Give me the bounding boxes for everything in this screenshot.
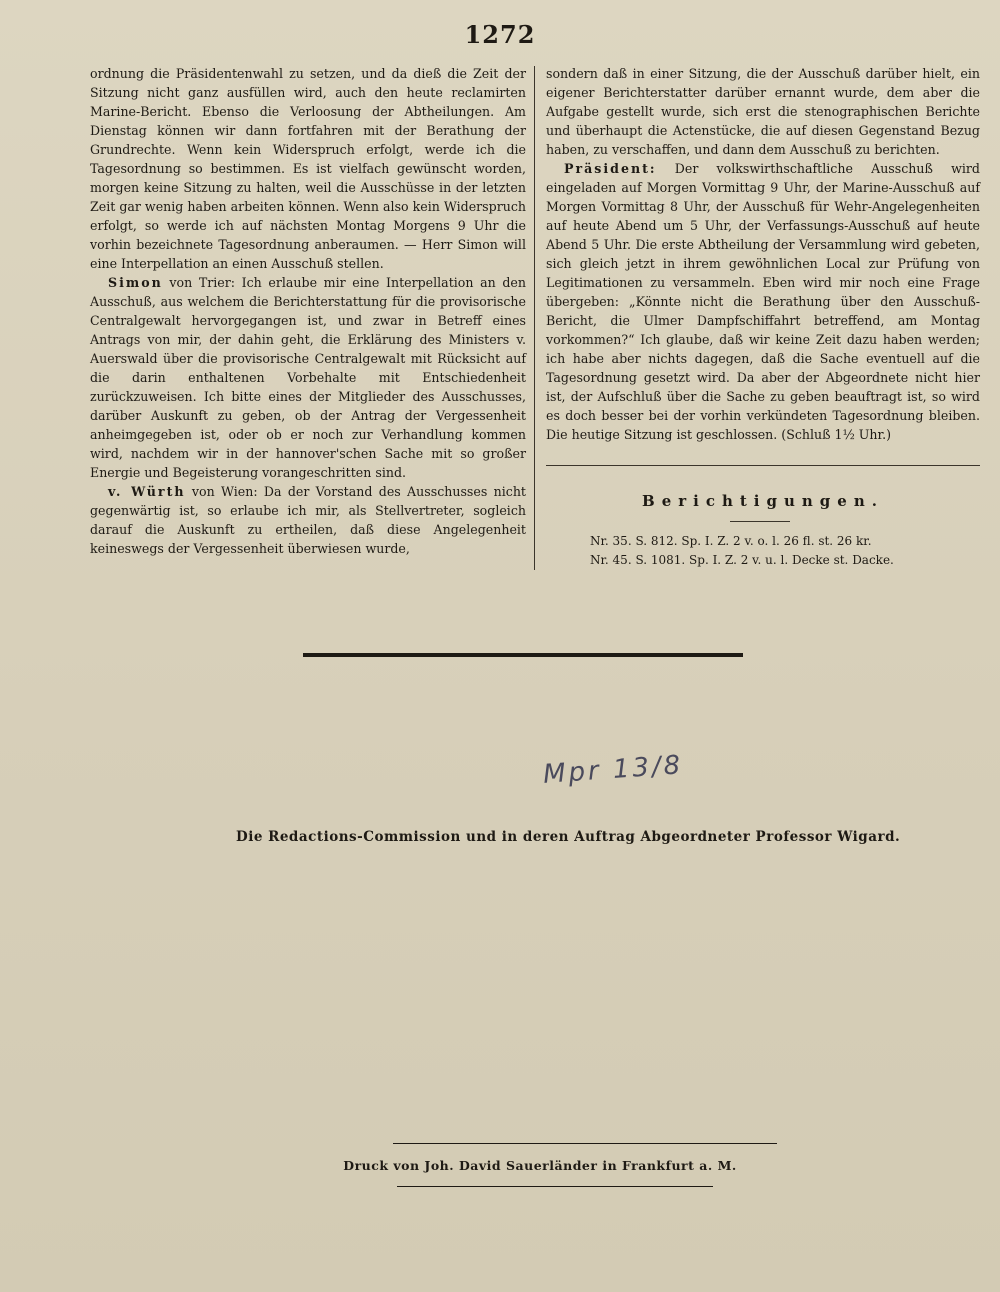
commission-line: Die Redactions-Commission und in deren Auftrag Abgeordneter Professor Wigard.	[236, 829, 901, 845]
paragraph-text: sondern daß in einer Sitzung, die der Ausschuß darüber hielt, ein eigener Berichterstatter darüber ernannt wurde, dem aber die Aufgabe gestellt wurde, sich erst die stenographischen Berichte und überhaupt die Actenstücke, die auf diesen Gegenstand Bezug haben, zu verschaffen, und dann dem Ausschuß zu berichten.	[546, 66, 980, 157]
speaker-name: Präsident:	[564, 161, 657, 176]
paragraph	[90, 482, 526, 558]
corrections-title: Berichtigungen.	[642, 492, 884, 510]
paragraph-text: von Trier: Ich erlaube mir eine Interpellation an den Ausschuß, aus welchem die Berichterstattung für die provisorische Centralgewalt hervorgegangen ist, und zwar in Betreff eines Antrags von mir, der dahin geht, die Erklärung des Ministers v. Auerswald über die provisorische Centralgewalt mit Rücksicht auf die darin enthaltenen Vorbehalte mit Entschiedenheit zurückzuweisen. Ich bitte eines der Mitglieder des Ausschusses, darüber Auskunft zu geben, ob der Antrag der Vergessenheit anheimgegeben ist, oder ob er noch zur Verhandlung kommen wird, nachdem wir in der hannover'schen Sache mit so großer Energie und Begeisterung vorangeschritten sind.	[90, 275, 526, 480]
separator-rule	[303, 653, 743, 657]
left-column	[90, 64, 526, 558]
paragraph-text: Der volkswirthschaftliche Ausschuß wird eingeladen auf Morgen Vormittag 9 Uhr, der Marine-Ausschuß auf Morgen Vormittag 8 Uhr, der Ausschuß für Wehr-Angelegenheiten auf heute Abend um 5 Uhr, der Verfassungs-Ausschuß auf heute Abend 5 Uhr. Die erste Abtheilung der Versammlung wird gebeten, sich gleich jetzt in ihrem gewöhnlichen Local zur Prüfung von Legitimationen zu versammeln. Eben wird mir noch eine Frage übergeben: „Könnte nicht die Berathung über den Ausschuß-Bericht, die Ulmer Dampfschiffahrt betreffend, am Montag vorkommen?“ Ich glaube, daß wir keine Zeit dazu haben werden; ich habe aber nichts dagegen, daß die Sache eventuell auf die Tagesordnung gesetzt wird. Da aber der Abgeordnete nicht hier ist, der Aufschluß über die Sache zu geben beauftragt ist, so wird es doch besser bei der vorhin verkündeten Tagesordnung bleiben. Die heutige Sitzung ist geschlossen. (Schluß 1½ Uhr.)	[546, 161, 980, 442]
printer-rule-top	[393, 1143, 777, 1144]
paragraph-text: ordnung die Präsidentenwahl zu setzen, und da dieß die Zeit der Sitzung nicht ganz ausfüllen wird, auch den heute reclamirten Marine-Bericht. Ebenso die Verloosung der Abtheilungen. Am Dienstag können wir dann fortfahren mit der Berathung der Grundrechte. Wenn kein Widerspruch erfolgt, werde ich die Tagesordnung so bestimmen. Es ist vielfach gewünscht worden, morgen keine Sitzung zu halten, weil die Ausschüsse in der letzten Zeit gar wenig haben arbeiten können. Wenn also kein Widerspruch erfolgt, so werde ich auf nächsten Montag Morgens 9 Uhr die vorhin bezeichnete Tagesordnung anberaumen. — Herr Simon will eine Interpellation an einen Ausschuß stellen.	[90, 66, 526, 271]
page-number: 1272	[464, 20, 536, 49]
correction-line: Nr. 45. S. 1081. Sp. I. Z. 2 v. u. l. Decke st. Dacke.	[590, 553, 894, 567]
paragraph	[90, 64, 526, 273]
correction-line: Nr. 35. S. 812. Sp. I. Z. 2 v. o. l. 26 fl. st. 26 kr.	[590, 534, 872, 548]
speaker-name: v. Würth	[108, 484, 186, 499]
printer-rule-bottom	[397, 1186, 713, 1187]
paragraph	[546, 64, 980, 159]
speaker-name: Simon	[108, 275, 163, 290]
section-divider	[546, 465, 980, 466]
paragraph	[90, 273, 526, 482]
paragraph	[546, 159, 980, 444]
title-underline	[730, 521, 790, 522]
printer-imprint: Druck von Joh. David Sauerländer in Frankfurt a. M.	[343, 1158, 737, 1173]
column-divider	[534, 66, 535, 570]
right-column	[546, 64, 980, 444]
corrections-list	[590, 532, 980, 570]
handwritten-note: Mpr 13/8	[542, 750, 685, 790]
paragraph-text: von Wien: Da der Vorstand des Ausschusses nicht gegenwärtig ist, so erlaube ich mir, als Stellvertreter, sogleich darauf die Auskunft zu ertheilen, daß diese Angelegenheit keineswegs der Vergessenheit überwiesen wurde,	[90, 484, 526, 556]
